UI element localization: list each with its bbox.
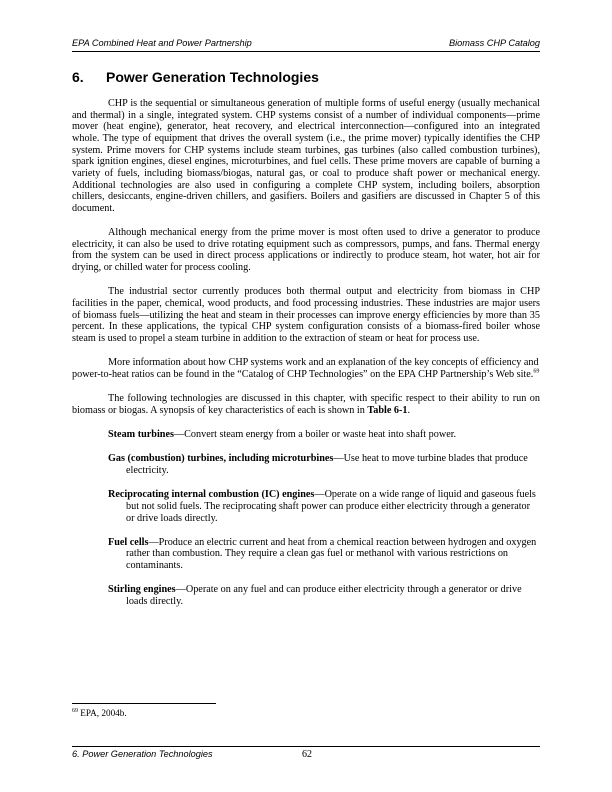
technology-description: —Use heat to move turbine blades that produce electricity. [126, 453, 528, 476]
technology-term: Fuel cells [108, 536, 149, 548]
footnote-reference[interactable]: 69 [533, 368, 540, 375]
technology-term: Stirling engines [108, 584, 176, 596]
footnote-divider [72, 703, 216, 704]
paragraph-technologies-intro [72, 393, 540, 416]
page-footer [72, 746, 540, 761]
table-reference-link[interactable]: Table 6-1 [367, 404, 408, 416]
footnote [72, 708, 127, 718]
technology-description: —Convert steam energy from a boiler or waste heat into shaft power. [173, 429, 457, 441]
footnote-text: EPA, 2004b. [78, 708, 127, 718]
paragraph-industrial-sector: The industrial sector currently produces both thermal output and electricity from biomass in CHP facilities in the paper, chemical, wood products, and food processing industries. These industries are major users of biomass fuels—utilizing the heat and steam in their processes can improve energy efficiencies by more than 35 percent. In these applications, the typical CHP system configuration consists of a biomass-fired boiler whose steam is used to propel a steam turbine in addition to the extraction of steam or heat for process use. [72, 286, 540, 344]
body-text [72, 98, 540, 620]
technology-description: —Produce an electric current and heat from a chemical reaction between hydrogen and oxygen rather than combustion. They require a clean gas fuel or methanol with various restrictions on contaminants. [126, 536, 537, 572]
technologies-intro-text: The following technologies are discussed in this chapter, with specific respect to their ability to run on biomass or biogas. A synopsis of key characteristics of each is shown in [72, 393, 540, 416]
paragraph-chp-definition: CHP is the sequential or simultaneous generation of multiple forms of useful energy (usually mechanical and thermal) in a single, integrated system. CHP systems consist of a number of individual components—prime mover (heat engine), generator, heat recovery, and electrical interconnection—configured into an integrated whole. The type of equipment that drives the overall system (i.e., the prime mover) typically identifies the CHP system. Prime movers for CHP systems include steam turbines, gas turbines (also called combustion turbines), spark ignition engines, diesel engines, microturbines, and fuel cells. These prime movers are capable of burning a variety of fuels, including biomass/biogas, natural gas, or coal to produce shaft power or mechanical energy. Additional technologies are also used in configuring a complete CHP system, including boilers, absorption chillers, desiccants, engine-driven chillers, and gasifiers. Boilers and gasifiers are discussed in Chapter 5 of this document. [72, 98, 540, 214]
header-left-title: EPA Combined Heat and Power Partnership [72, 38, 252, 48]
paragraph-mechanical-energy: Although mechanical energy from the prime mover is most often used to drive a generator to produce electricity, it can also be used to drive rotating equipment such as compressors, pumps, and fans. Thermal energy from the system can be used in direct process applications or indirectly to produce steam, hot water, hot air for drying, or chilled water for process cooling. [72, 227, 540, 274]
footer-chapter-title: 6. Power Generation Technologies [72, 749, 213, 759]
header-right-title: Biomass CHP Catalog [448, 38, 540, 48]
page-number: 62 [302, 749, 312, 760]
technology-description: —Operate on any fuel and can produce either electricity through a generator or drive loads directly. [126, 584, 522, 607]
technology-description: —Operate on a wide range of liquid and gaseous fuels but not solid fuels. The reciprocating shaft power can produce either electricity through a generator or drive loads directly. [126, 489, 536, 524]
footnote-number: 69 [72, 707, 78, 714]
technology-item-steam-turbines [108, 429, 540, 441]
page-header [72, 38, 540, 52]
more-information-text: More information about how CHP systems work and an explanation of the key concepts of efficiency and power-to-heat ratios can be found in the “Catalog of CHP Technologies” on the EPA CHP Partnership’s Web site. [72, 357, 539, 380]
technology-item-ic-engines [108, 489, 540, 524]
paragraph-more-information [72, 357, 540, 380]
technology-term: Steam turbines [108, 429, 174, 441]
technology-term: Gas (combustion) turbines, including microturbines [108, 453, 334, 465]
technology-item-fuel-cells [108, 537, 540, 572]
section-title: Power Generation Technologies [106, 69, 319, 85]
technologies-intro-end: . [407, 404, 411, 416]
section-heading [72, 69, 319, 85]
technology-term: Reciprocating internal combustion (IC) engines [108, 489, 315, 501]
technology-item-stirling-engines [108, 584, 540, 607]
section-number: 6. [72, 69, 84, 85]
technology-item-gas-turbines [108, 453, 540, 476]
